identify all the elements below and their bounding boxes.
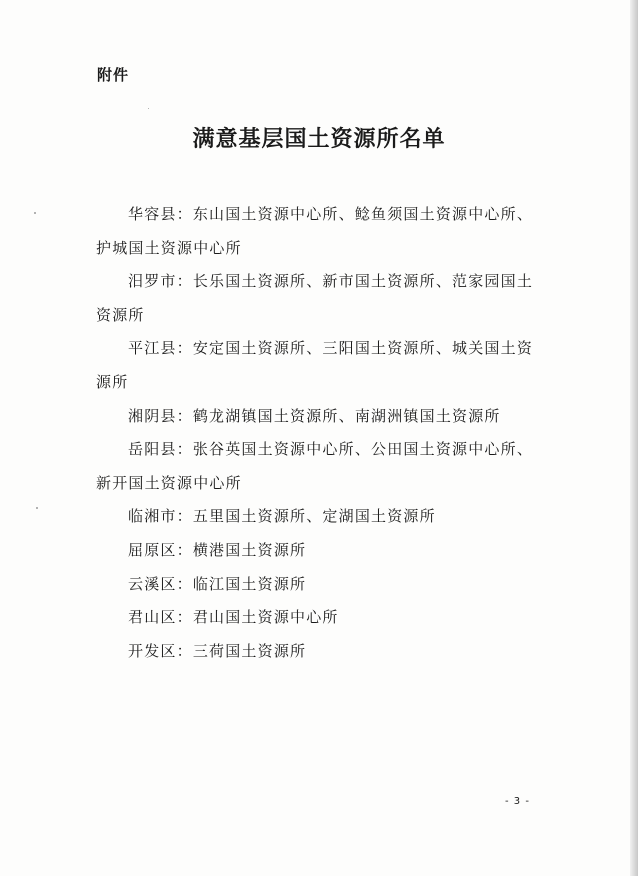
- list-item: [96, 534, 536, 568]
- list-item: [96, 265, 536, 332]
- separator: ：: [176, 641, 193, 660]
- list-item: [96, 400, 536, 434]
- unit-names: 五里国土资源所、定湖国土资源所: [192, 507, 436, 526]
- region-name: 开发区: [128, 641, 177, 660]
- separator: ：: [176, 339, 193, 358]
- separator: ：: [176, 205, 193, 223]
- region-name: 华容县: [128, 205, 177, 223]
- region-name: 湘阴县: [128, 406, 177, 425]
- region-name: 汨罗市: [128, 272, 177, 291]
- separator: ：: [176, 507, 193, 526]
- unit-names: 安定国土资源所、三阳国土资源所、城关国土资源所: [96, 339, 534, 391]
- region-name: 岳阳县: [128, 440, 177, 459]
- unit-names: 君山国土资源中心所: [192, 608, 339, 627]
- unit-names: 鹤龙湖镇国土资源所、南湖洲镇国土资源所: [192, 406, 501, 425]
- list-item: [96, 332, 536, 399]
- unit-names: 临江国土资源所: [192, 574, 307, 593]
- list-item: [96, 500, 536, 534]
- region-name: 平江县: [128, 339, 177, 358]
- unit-names: 张谷英国土资源中心所、公田国土资源中心所、新开国土资源中心所: [96, 440, 534, 492]
- region-name: 屈原区: [128, 540, 177, 559]
- separator: ：: [176, 540, 193, 559]
- unit-names: 长乐国土资源所、新市国土资源所、范家园国土资源所: [96, 272, 534, 324]
- list-item: [96, 601, 536, 635]
- unit-names: 三荷国土资源所: [192, 641, 307, 660]
- separator: ：: [176, 608, 193, 627]
- region-name: 临湘市: [128, 507, 177, 526]
- list-item: [96, 433, 536, 500]
- unit-names: 东山国土资源中心所、鲶鱼须国土资源中心所、护城国土资源中心所: [96, 205, 534, 257]
- separator: ：: [176, 406, 193, 425]
- scan-speck: [148, 108, 149, 109]
- attachment-label: 附件: [97, 66, 130, 84]
- region-name: 云溪区: [128, 574, 177, 593]
- list-item: [96, 568, 536, 602]
- page-title: 满意基层国土资源所名单: [192, 126, 446, 152]
- separator: ：: [176, 574, 193, 593]
- page-number: - 3 -: [505, 796, 530, 807]
- separator: ：: [176, 440, 193, 459]
- list-item: [96, 198, 536, 265]
- separator: ：: [176, 272, 193, 291]
- region-name: 君山区: [128, 608, 177, 627]
- unit-list: [96, 198, 536, 668]
- list-item: [96, 635, 536, 669]
- scan-speck: [36, 507, 38, 509]
- unit-names: 横港国土资源所: [192, 540, 307, 559]
- scan-speck: [34, 212, 36, 214]
